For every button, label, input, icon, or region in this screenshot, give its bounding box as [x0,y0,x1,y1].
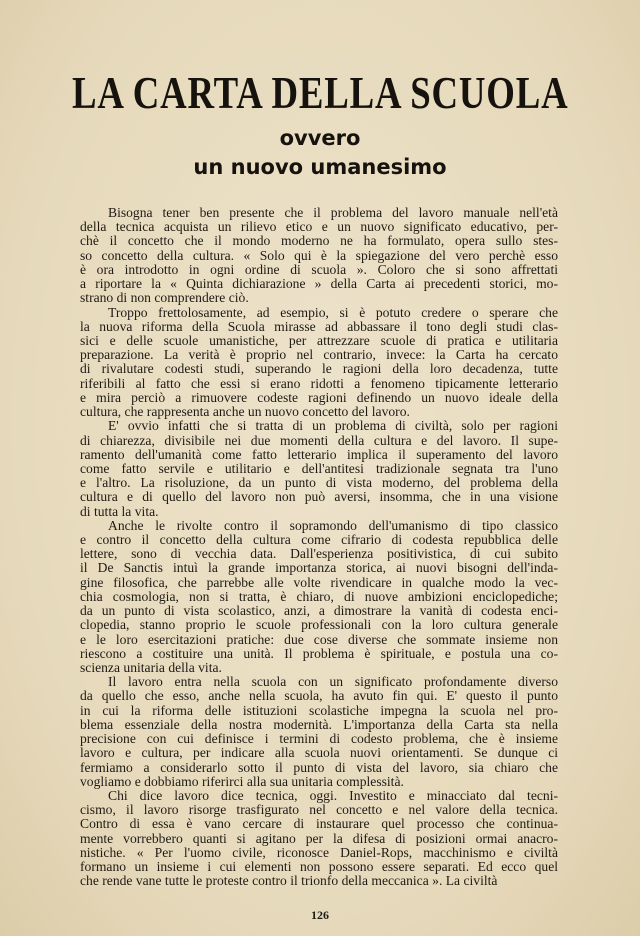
text-line: Contro di essa è vano cercare di instaurare quel processo che continua- [80,816,558,832]
text-line: gine filosofica, che parrebbe alle volte rivendicare in qualche modo la vec- [80,574,558,590]
text-line: lettere, sono di vecchia data. Dall'esperienza positivistica, di cui subito [80,546,558,562]
paragraph [80,306,558,420]
subtitle-umanesimo: un nuovo umanesimo [193,155,447,179]
text-line: blema essenziale della nostra modernità. L'importanza della Carta sta nella [80,716,558,732]
paragraph [80,519,558,675]
text-line: da un punto di vista scolastico, anzi, a dimostrare la vanità di codesta enci- [80,603,558,619]
text-line: mente vorrebbero quanti si agitano per la difesa di posizioni ormai anacro- [80,830,558,846]
text-line: è ora introdotto in ogni ordine di scuola ». Coloro che si sono affrettati [80,261,558,277]
text-line: Chi dice lavoro dice tecnica, oggi. Investito e minacciato dal tecni- [108,787,558,803]
text-line: la nuova riforma della Scuola mirasse ad abbassare il tono degli studi clas- [80,318,558,334]
text-line: cultura e di quello del lavoro non può aversi, insomma, che in una visione [80,489,558,505]
subtitle-ovvero: ovvero [279,126,361,150]
text-line: so concetto della cultura. « Solo qui è la spiegazione del vero perchè esso [80,247,558,263]
article-title [0,66,640,119]
text-line: clopedia, stanno proprio le scuole professionali con la loro cultura generale [80,617,558,633]
text-line: vogliamo e dobbiamo riferirci alla sua unitaria complessità. [80,773,404,789]
text-line: il De Sanctis intuì la grande importanza storica, ai nuovi bisogni dell'inda- [80,560,558,576]
text-line: lavoro e cultura, per indicare alla scuola nuovi orientamenti. Se dunque ci [80,745,558,761]
text-line: di tutta la vita. [80,503,159,519]
text-line: e le loro esercitazioni pratiche: due cose diverse che sommate insieme non [80,631,558,647]
text-line: come fatto servile e utilitario e dell'antitesi tradizionale segnata tra l'uno [80,460,558,476]
text-line: precisione con cui definisce i termini di codesto problema, che è insieme [80,731,558,747]
text-line: e contro il concetto della cultura come cifrario di codesta repubblica delle [80,532,558,548]
text-line: sici e delle scuole umanistiche, per attrezzare scuole di pratica e utilitaria [80,332,558,348]
text-line: scienza unitaria della vita. [80,660,222,675]
text-line: a riportare la « Quinta dichiarazione » della Carta ai precedenti storici, mo- [80,276,558,292]
text-line: di rivalutare codesti studi, superando le ragioni della loro decadenza, tutte [80,361,558,377]
text-line: fermiamo a considerarlo sotto il punto di vista del lavoro, sia chiaro che [80,759,558,775]
text-line: e mira perciò a rimuovere codeste ragioni definendo un nuovo ideale della [80,389,558,405]
text-line: di chiarezza, divisibile nei due momenti della cultura e del lavoro. Il supe- [80,432,558,448]
text-line: Troppo frettolosamente, ad esempio, si è potuto credere o sperare che [108,304,558,320]
article-body [80,206,558,889]
title-text: LA CARTA DELLA SCUOLA [71,67,569,118]
text-line: nistiche. « Per l'uomo civile, riconosce Daniel-Rops, macchinismo e civiltà [80,844,558,860]
text-line: riescono a costituire una unità. Il problema è spirituale, e postula una co- [80,645,558,661]
text-line: ramento dell'umanità come fatto letterario implica il superamento del lavoro [80,446,558,462]
paragraph [80,419,558,519]
text-line: cultura, che rappresenta anche un nuovo concetto del lavoro. [80,404,410,420]
text-line: da quello che esso, anche nella scuola, ha avuto fin qui. E' questo il punto [80,688,558,704]
text-line: e l'altro. La risoluzione, da un punto di vista moderno, del problema della [80,475,558,491]
text-line: che rende vane tutte le proteste contro il trionfo della meccanica ». La civiltà [80,873,498,889]
text-line: chia cosmologia, non si tratta, è chiaro, di nuove ambizioni enciclopediche; [80,588,558,604]
text-line: in cui la riforma delle istituzioni scolastiche impegna la scuola nel pro- [80,702,558,718]
text-line: chè il concetto che il mondo moderno ne ha formulato, opera sullo stes- [80,233,558,249]
paragraph [80,789,558,889]
paragraph [80,206,558,306]
text-line: strano di non comprendere ciò. [80,290,249,306]
text-line: riferibili al fatto che essi si erano ridotti a fenomeno tipicamente letterario [80,375,558,391]
text-line: Anche le rivolte contro il sopramondo dell'umanismo di tipo classico [108,517,558,533]
text-line: Bisogna tener ben presente che il problema del lavoro manuale nell'età [108,205,558,220]
text-line: E' ovvio infatti che si tratta di un problema di civiltà, solo per ragioni [108,418,558,434]
page-number: 126 [311,908,329,922]
text-line: cismo, il lavoro risorge trasfigurato nel concetto e nel valore della tecnica. [80,802,558,818]
text-line: preparazione. La verità è proprio nel contrario, invece: la Carta ha cercato [80,347,558,363]
text-line: formano un insieme i cui elementi non possono essere separati. Ed ecco quel [80,859,558,875]
text-line: della tecnica acquista un rilievo etico e un nuovo significato educativo, per- [80,219,558,235]
text-line: Il lavoro entra nella scuola con un significato profondamente diverso [108,674,558,690]
paragraph [80,675,558,789]
